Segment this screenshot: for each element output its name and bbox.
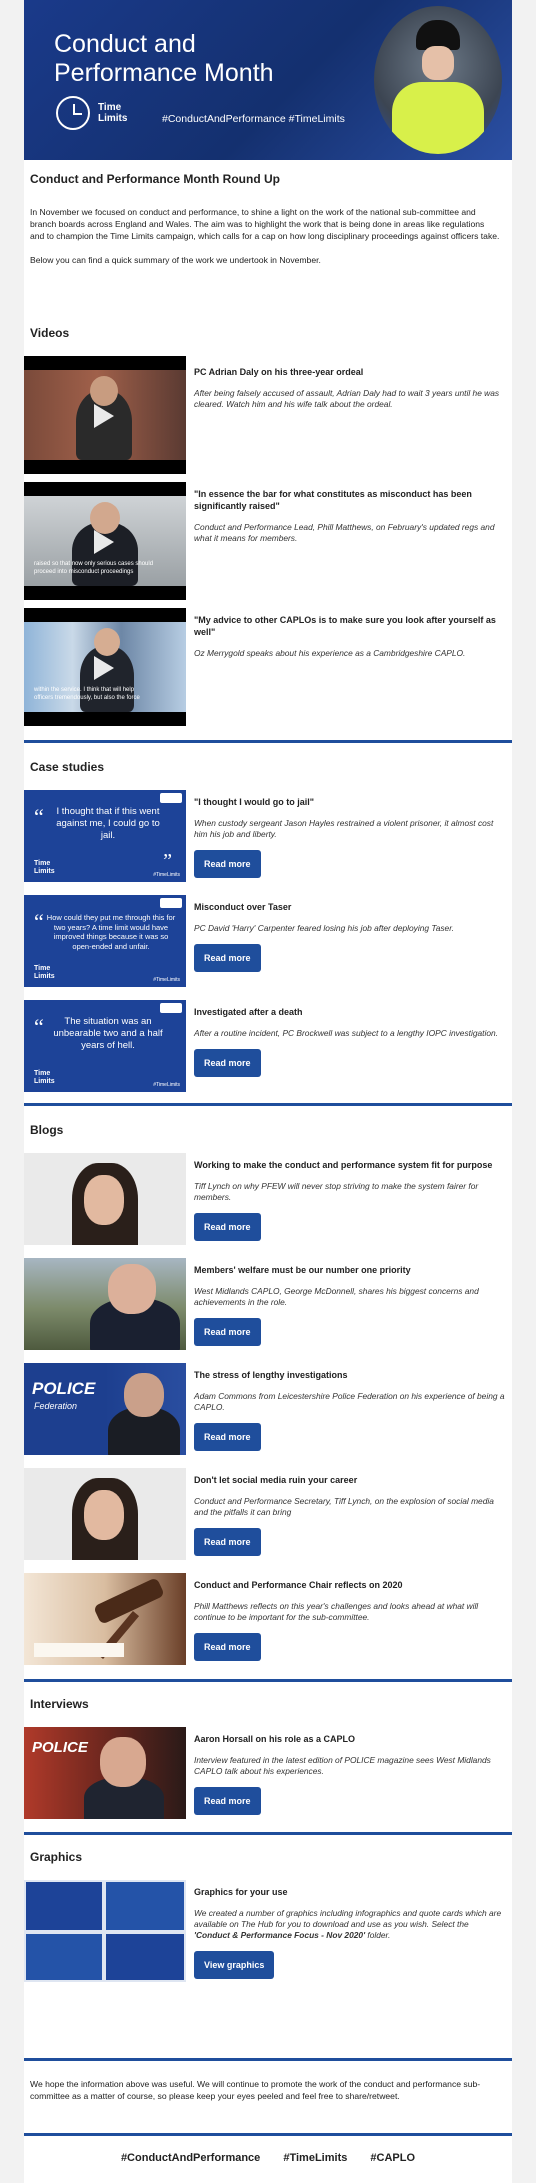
section-divider bbox=[24, 1679, 512, 1682]
letterbox-bottom bbox=[24, 712, 186, 726]
hero-hashtags: #ConductAndPerformance #TimeLimits bbox=[162, 113, 345, 125]
police-federation-banner: POLICE bbox=[32, 1379, 96, 1398]
person-face bbox=[84, 1175, 124, 1225]
section-divider bbox=[24, 740, 512, 743]
person-face bbox=[100, 1737, 146, 1787]
graphics-heading: Graphics bbox=[30, 1850, 83, 1864]
blog-description: Conduct and Performance Secretary, Tiff Lynch, on the explosion of social media and the pitfalls it can bring bbox=[194, 1496, 494, 1517]
read-more-button[interactable]: Read more bbox=[194, 1528, 261, 1556]
blog-title: Members' welfare must be our number one priority bbox=[194, 1265, 411, 1275]
case-study-description: PC David 'Harry' Carpenter feared losing his job after deploying Taser. bbox=[194, 923, 455, 933]
blog-photo bbox=[24, 1363, 186, 1455]
section-divider bbox=[24, 1832, 512, 1835]
interview-text bbox=[194, 1733, 506, 1815]
quote-text: I thought that if this went against me, I could go to jail. bbox=[56, 806, 160, 841]
person-head bbox=[94, 628, 120, 656]
section-divider bbox=[24, 2058, 512, 2061]
letterbox-top bbox=[24, 356, 186, 370]
blog-description: Adam Commons from Leicestershire Police Federation on his experience of being a CAPLO. bbox=[194, 1391, 505, 1412]
quote-card bbox=[24, 1000, 186, 1092]
quote-hashtag: #TimeLimits bbox=[153, 872, 180, 878]
read-more-button[interactable]: Read more bbox=[194, 1633, 261, 1661]
videos-heading: Videos bbox=[30, 326, 70, 340]
quote-card bbox=[24, 895, 186, 987]
hashtag-link[interactable]: #ConductAndPerformance bbox=[120, 2152, 261, 2164]
blog-title: Conduct and Performance Chair reflects on 2020 bbox=[194, 1580, 403, 1590]
letterbox-top bbox=[24, 482, 186, 496]
case-study-text bbox=[194, 901, 506, 972]
case-study-description: After a routine incident, PC Brockwell was subject to a lengthy IOPC investigation. bbox=[194, 1028, 498, 1038]
interview-title: Aaron Horsall on his role as a CAPLO bbox=[194, 1734, 356, 1744]
quote-hashtag: #TimeLimits bbox=[153, 1082, 180, 1088]
case-study-title: Investigated after a death bbox=[194, 1007, 303, 1017]
blog-description: West Midlands CAPLO, George McDonnell, shares his biggest concerns and achievements in the role. bbox=[194, 1286, 479, 1307]
play-icon[interactable] bbox=[94, 656, 114, 680]
police-badge-icon bbox=[160, 898, 182, 908]
graphics-title: Graphics for your use bbox=[194, 1887, 288, 1897]
quote-card bbox=[24, 790, 186, 882]
video-title[interactable]: PC Adrian Daly on his three-year ordeal bbox=[194, 367, 364, 377]
blog-photo bbox=[24, 1258, 186, 1350]
case-study-description: When custody sergeant Jason Hayles restrained a violent prisoner, it almost cost him his job and liberty. bbox=[194, 818, 494, 839]
video-caption: within the service. I think that will help officers tremendously, but also the force bbox=[34, 687, 140, 701]
police-badge-icon bbox=[160, 1003, 182, 1013]
case-study-text bbox=[194, 796, 506, 878]
video-description: Oz Merrygold speaks about his experience as a Cambridgeshire CAPLO. bbox=[194, 648, 466, 658]
blog-photo bbox=[24, 1573, 186, 1665]
intro-section bbox=[30, 172, 500, 278]
read-more-button[interactable]: Read more bbox=[194, 1213, 261, 1241]
video-text bbox=[194, 488, 506, 544]
blog-text bbox=[194, 1264, 506, 1346]
blog-text bbox=[194, 1369, 506, 1451]
video-text bbox=[194, 366, 506, 410]
case-study-title: Misconduct over Taser bbox=[194, 902, 292, 912]
blog-description: Tiff Lynch on why PFEW will never stop striving to make the system fairer for members. bbox=[194, 1181, 479, 1202]
read-more-button[interactable]: Read more bbox=[194, 850, 261, 878]
hero-title bbox=[54, 30, 274, 88]
clock-icon bbox=[56, 96, 90, 130]
blog-description: Phill Matthews reflects on this year's challenges and looks ahead at what will continue to be important for the sub-committee. bbox=[194, 1601, 479, 1622]
interview-description: Interview featured in the latest edition of POLICE magazine sees West Midlands CAPLO talk about his experiences. bbox=[194, 1755, 491, 1776]
blog-text bbox=[194, 1474, 506, 1556]
blog-title: Working to make the conduct and performance system fit for purpose bbox=[194, 1160, 493, 1170]
intro-heading: Conduct and Performance Month Round Up bbox=[30, 172, 280, 186]
infographic-thumbnail bbox=[106, 1882, 184, 1930]
play-icon[interactable] bbox=[94, 530, 114, 554]
video-thumbnail[interactable] bbox=[24, 482, 186, 600]
hero-banner bbox=[24, 0, 512, 160]
logo-text bbox=[98, 102, 138, 124]
police-officer-photo bbox=[374, 6, 502, 154]
infographic-thumbnail bbox=[26, 1882, 102, 1930]
video-description: Conduct and Performance Lead, Phill Matthews, on February's updated regs and what it means for members. bbox=[194, 522, 495, 543]
interview-photo bbox=[24, 1727, 186, 1819]
blog-title: The stress of lengthy investigations bbox=[194, 1370, 348, 1380]
time-limits-logo bbox=[56, 96, 138, 130]
blog-text bbox=[194, 1159, 506, 1241]
hero-title-line2: Performance Month bbox=[54, 59, 274, 87]
officer-face bbox=[422, 46, 454, 80]
hero-title-line1: Conduct and bbox=[54, 30, 196, 58]
footer-hashtags bbox=[24, 2152, 512, 2164]
person-face bbox=[124, 1373, 164, 1417]
play-icon[interactable] bbox=[94, 404, 114, 428]
video-title[interactable]: "My advice to other CAPLOs is to make sure you look after yourself as well" bbox=[194, 615, 496, 637]
video-thumbnail[interactable] bbox=[24, 356, 186, 474]
graphics-text bbox=[194, 1886, 506, 1979]
section-divider bbox=[24, 2133, 512, 2136]
blog-photo bbox=[24, 1153, 186, 1245]
read-more-button[interactable]: Read more bbox=[194, 1318, 261, 1346]
video-text bbox=[194, 614, 506, 659]
read-more-button[interactable]: Read more bbox=[194, 944, 261, 972]
video-title[interactable]: "In essence the bar for what constitutes as misconduct has been significantly raised" bbox=[194, 489, 472, 511]
hashtag-link[interactable]: #CAPLO bbox=[370, 2152, 416, 2164]
blogs-heading: Blogs bbox=[30, 1123, 64, 1137]
case-study-title: "I thought I would go to jail" bbox=[194, 797, 315, 807]
time-limits-logo: Time Limits bbox=[34, 860, 55, 875]
video-description: After being falsely accused of assault, Adrian Daly had to wait 3 years until he was cleared. Watch him and his wife talk about the ordeal. bbox=[194, 388, 500, 409]
letterbox-bottom bbox=[24, 460, 186, 474]
graphics-description: We created a number of graphics including infographics and quote cards which are available on The Hub for you to download and use as you wish. Select the 'Conduct & Performance Focus - Nov 2020' folder. bbox=[194, 1908, 502, 1940]
police-federation-subtitle: Federation bbox=[34, 1401, 78, 1411]
read-more-button[interactable]: Read more bbox=[194, 1787, 261, 1815]
person-face bbox=[108, 1264, 156, 1314]
view-graphics-button[interactable]: View graphics bbox=[194, 1951, 274, 1979]
read-more-button[interactable]: Read more bbox=[194, 1049, 261, 1077]
open-quote-icon: “ bbox=[34, 909, 44, 934]
logo-line1: Time bbox=[98, 102, 122, 113]
quote-hashtag: #TimeLimits bbox=[153, 977, 180, 983]
intro-paragraph-2: Below you can find a quick summary of the work we undertook in November. bbox=[30, 255, 321, 265]
close-quote-icon: ” bbox=[163, 850, 172, 872]
graphics-collage bbox=[24, 1880, 186, 1982]
letterbox-bottom bbox=[24, 586, 186, 600]
quote-card-thumbnail bbox=[106, 1934, 184, 1980]
quote-text: How could they put me through this for two years? A time limit would have improved things because it was so open-ended and unfair. bbox=[46, 913, 176, 951]
blog-title: Don't let social media ruin your career bbox=[194, 1475, 358, 1485]
blog-text bbox=[194, 1579, 506, 1661]
video-thumbnail[interactable] bbox=[24, 608, 186, 726]
logo-line2: Limits bbox=[98, 113, 128, 124]
book-icon bbox=[34, 1643, 124, 1657]
time-limits-logo: Time Limits bbox=[34, 1070, 55, 1085]
time-limits-logo: Time Limits bbox=[34, 965, 55, 980]
person-face bbox=[84, 1490, 124, 1540]
officer-vest bbox=[392, 82, 484, 154]
person-head bbox=[90, 376, 118, 406]
infographic-thumbnail bbox=[26, 1934, 102, 1980]
footer-text: We hope the information above was useful. We will continue to promote the work of the conduct and performance sub-committee as a matter of course, so please keep your eyes peeled and feel free to share/retweet. bbox=[30, 2079, 481, 2101]
video-caption: raised so that now only serious cases should proceed into misconduct proceedings bbox=[34, 561, 154, 575]
intro-paragraph-1: In November we focused on conduct and performance, to shine a light on the work of the national sub-committee and branch boards across England and Wales. The aim was to highlight the work that is being done in areas like regulations and to champion the Time Limits campaign, which calls for a cap on how long disciplinary proceedings against officers take. bbox=[30, 207, 500, 241]
letterbox-top bbox=[24, 608, 186, 622]
quote-text: The situation was an unbearable two and a half years of hell. bbox=[53, 1016, 163, 1051]
blog-photo bbox=[24, 1468, 186, 1560]
section-divider bbox=[24, 1103, 512, 1106]
open-quote-icon: “ bbox=[34, 804, 44, 829]
read-more-button[interactable]: Read more bbox=[194, 1423, 261, 1451]
case-studies-heading: Case studies bbox=[30, 760, 105, 774]
interviews-heading: Interviews bbox=[30, 1697, 89, 1711]
newsletter bbox=[24, 0, 512, 2183]
open-quote-icon: “ bbox=[34, 1014, 44, 1039]
police-magazine-banner: POLICE bbox=[32, 1739, 88, 1756]
hashtag-link[interactable]: #TimeLimits bbox=[283, 2152, 348, 2164]
case-study-text bbox=[194, 1006, 506, 1077]
police-badge-icon bbox=[160, 793, 182, 803]
